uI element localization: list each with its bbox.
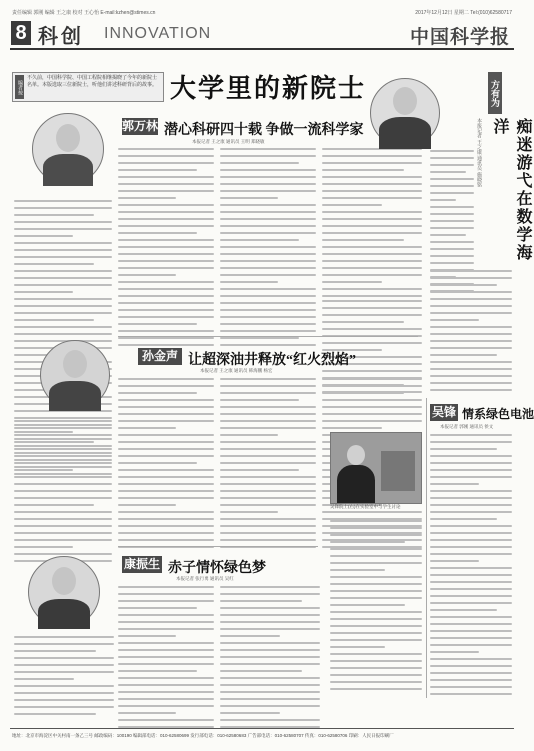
column-divider [426, 398, 427, 698]
section-title-cn: 科创 [38, 26, 84, 48]
page-number: 8 [11, 21, 31, 45]
footer-rule [10, 728, 514, 729]
main-title: 大学里的新院士 [170, 74, 367, 103]
article-wu-badge: 吴锋 [431, 405, 456, 419]
article-kang-col0 [14, 636, 114, 716]
side-column-byline: 本报记者 王之康 通讯员 施晓铭 [476, 118, 482, 188]
photo-wu-lab [330, 432, 422, 504]
portrait-fang [370, 78, 440, 148]
masthead-rule [10, 48, 514, 50]
side-column-text-b [430, 270, 512, 390]
section-title-en: INNOVATION [104, 25, 212, 42]
section-divider [118, 336, 418, 337]
article-sun-col2 [220, 378, 316, 538]
newspaper-logo: 中国科学报 [409, 27, 510, 48]
header-meta-right: 2017年12月12日 星期二 Tel:(010)62580717 [415, 10, 512, 16]
article-sun-headline: 让超深油井释放“红火烈焰” [188, 353, 356, 368]
side-column-label: 方有为 [488, 72, 502, 114]
article-sun-col1 [118, 378, 214, 538]
editor-note-label: 编者按 [15, 75, 24, 99]
article-guo-col3 [220, 148, 316, 328]
article-kang-byline: 本报记者 张行勇 通讯员 吴红 [176, 576, 234, 581]
footer-info: 地址：北京市海淀区中关村南一条乙三号 邮政编码：100190 编辑部电话：010-62580699 发行部电话：010-62580683 广告部电话：010-62580707 传真：010-62580706 印刷：人民日报印刷厂 [12, 733, 394, 738]
article-guo-badge: 郭万林 [122, 119, 159, 133]
article-wu-headline: 情系绿色电池 [462, 407, 534, 421]
article-guo-headline: 潜心科研四十载 争做一流科学家 [164, 123, 364, 138]
header-meta-left: 责任编辑 郭刚 编辑 王之康 校对 王心怡 E-mail:kzhen@stimes.cn [12, 10, 156, 16]
article-wu-col2 [430, 434, 512, 684]
article-sun-col0 [14, 420, 112, 550]
side-column-title: 痴迷游弋在数学海洋 [491, 118, 531, 262]
article-sun-badge: 孙金声 [138, 348, 182, 365]
portrait-kang [28, 556, 100, 628]
article-kang-col2 [220, 586, 320, 716]
portrait-guo [32, 113, 104, 185]
article-kang-col1 [118, 586, 214, 716]
article-wu-byline: 本报记者 郭刚 通讯员 侯文 [440, 424, 494, 429]
article-kang-badge: 康振生 [123, 557, 160, 571]
article-guo-col4 [322, 148, 422, 298]
editor-note [12, 72, 164, 102]
article-wu-col1 [330, 520, 422, 690]
article-guo-byline: 本报记者 王之康 通讯员 王明 郑晓敏 [192, 139, 265, 144]
portrait-sun [40, 340, 110, 410]
photo-wu-caption: 吴锋院士(右)在实验室中与学生讨论 [330, 504, 401, 509]
section-divider-2 [118, 546, 318, 547]
side-column-text-a [430, 150, 474, 290]
article-guo-col2 [118, 148, 214, 328]
editor-note-text: 不久前，中国科学院、中国工程院相继揭晓了今年的新院士名单。本版选取三位新院士，听他们讲述科研背后的故事。 [27, 75, 158, 88]
article-kang-headline: 赤子情怀绿色梦 [168, 561, 266, 576]
article-sun-byline: 本报记者 王之康 通讯员 韩海鹏 杨宏 [200, 368, 273, 373]
